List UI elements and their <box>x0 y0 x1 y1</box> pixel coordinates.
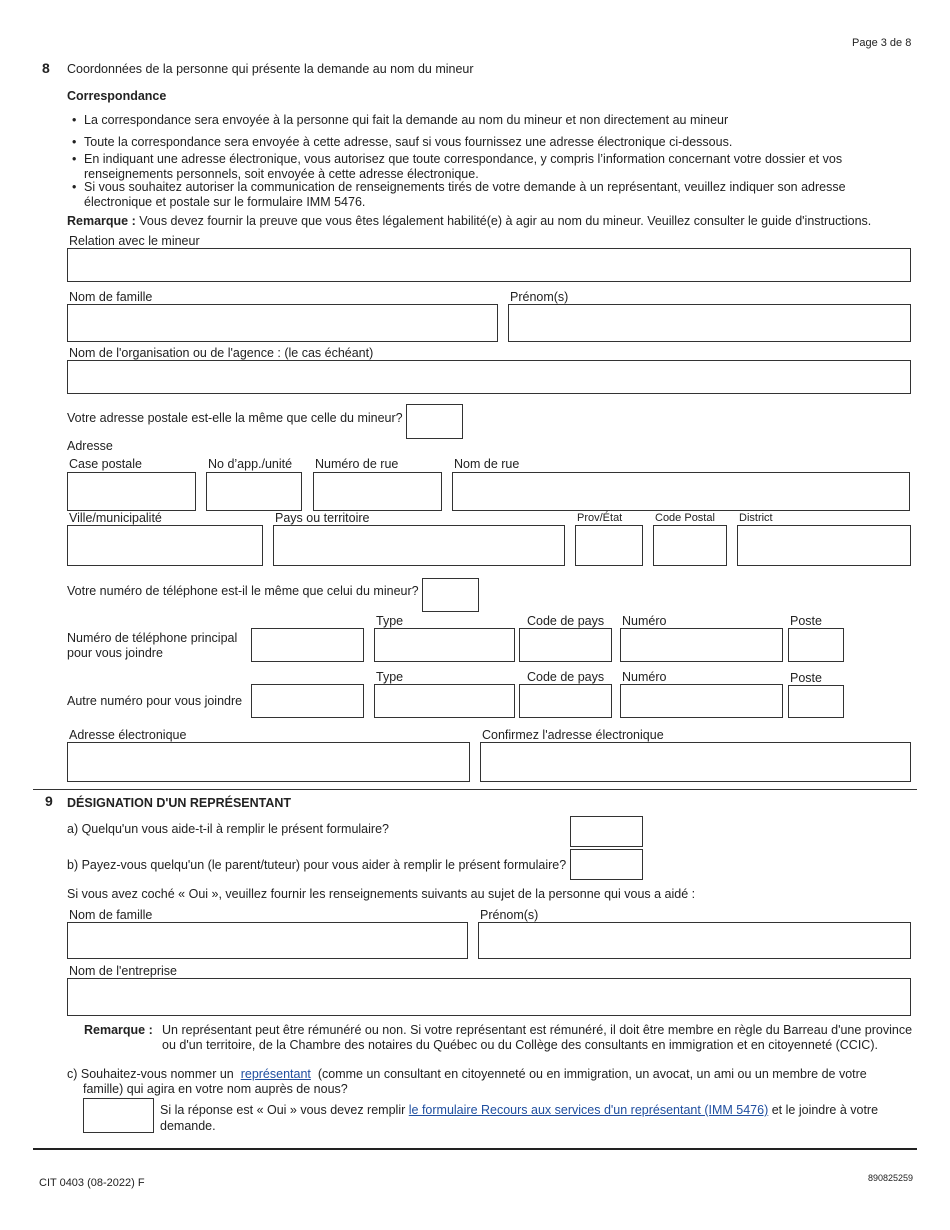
section-number-8: 8 <box>42 60 50 76</box>
section-9-remark-text <box>162 1023 912 1053</box>
first-name-input[interactable] <box>508 304 911 342</box>
main-phone-number-input[interactable] <box>620 628 783 662</box>
confirm-email-label: Confirmez l'adresse électronique <box>482 728 664 742</box>
city-input[interactable] <box>67 525 263 566</box>
company-input[interactable] <box>67 978 911 1016</box>
question-c-line1 <box>67 1067 867 1082</box>
company-label: Nom de l'entreprise <box>69 964 177 978</box>
section-9-title: DÉSIGNATION D'UN REPRÉSENTANT <box>67 796 292 810</box>
alt-phone-label: Autre numéro pour vous joindre <box>67 694 243 708</box>
remark-line-2: ou d'un territoire, de la Chambre des notaires du Québec ou du Collège des consultants en immigration et en citoyenneté (CCIC). <box>162 1038 878 1052</box>
section-8-remark <box>67 214 871 229</box>
country-label: Pays ou territoire <box>275 511 370 525</box>
province-select[interactable] <box>575 525 643 566</box>
question-c-yes-instructions <box>160 1102 878 1134</box>
bullet-item: Si vous souhaitez autoriser la communication de renseignements tirés de votre demande à un représentant, veuillez indiquer son adresse électronique et postale sur le formulaire IMM 5476. <box>84 180 846 209</box>
alt-phone-canada-us-select[interactable] <box>251 684 364 718</box>
main-phone-country-code-input[interactable] <box>519 628 612 662</box>
question-c-line2: famille) qui agira en votre nom auprès de nous? <box>83 1082 348 1096</box>
yes-text-prefix: Si la réponse est « Oui » vous devez remplir <box>160 1103 406 1117</box>
form-code: CIT 0403 (08-2022) F <box>39 1177 145 1189</box>
bullet-item: En indiquant une adresse électronique, vous autorisez que toute correspondance, y compris l’information concernant votre dossier et vos renseignements personnels, soit envoyée à cette adresse électronique. <box>84 152 843 181</box>
correspondence-heading: Correspondance <box>67 89 167 103</box>
street-number-label: Numéro de rue <box>315 457 399 471</box>
helper-last-name-label: Nom de famille <box>69 908 153 922</box>
section-number-9: 9 <box>45 793 53 809</box>
po-box-input[interactable] <box>67 472 196 511</box>
email-input[interactable] <box>67 742 470 782</box>
relation-input[interactable] <box>67 248 911 282</box>
apt-input[interactable] <box>206 472 302 511</box>
imm5476-form-link[interactable]: le formulaire Recours aux services d'un représentant (IMM 5476) <box>408 1103 769 1117</box>
helper-first-name-input[interactable] <box>478 922 911 959</box>
footer-divider <box>33 1148 917 1150</box>
postal-code-input[interactable] <box>653 525 727 566</box>
alt-phone-country-code-input[interactable] <box>519 684 612 718</box>
remark-label: Remarque : <box>67 214 136 228</box>
main-phone-label-line2: pour vous joindre <box>67 646 163 660</box>
remark-line-1: Un représentant peut être rémunéré ou non. Si votre représentant est rémunéré, il doit être membre en règle du Barreau d'une province <box>162 1023 913 1037</box>
barcode-number: 890825259 <box>868 1173 914 1183</box>
main-phone-ext-input[interactable] <box>788 628 844 662</box>
confirm-email-input[interactable] <box>480 742 911 782</box>
question-a-select[interactable] <box>570 816 643 847</box>
street-number-input[interactable] <box>313 472 442 511</box>
email-label: Adresse électronique <box>69 728 187 742</box>
main-phone-ext-label: Poste <box>790 614 822 628</box>
question-b-select[interactable] <box>570 849 643 880</box>
question-b: b) Payez-vous quelqu'un (le parent/tuteur) pour vous aider à remplir le présent formulaire? <box>67 858 567 872</box>
street-name-input[interactable] <box>452 472 910 511</box>
representative-link[interactable]: représentant <box>240 1067 311 1081</box>
alt-phone-country-code-label: Code de pays <box>527 670 605 684</box>
main-phone-type-label: Type <box>376 614 404 628</box>
first-name-label: Prénom(s) <box>510 290 569 304</box>
main-phone-type-select[interactable] <box>374 628 515 662</box>
bullet-dot: • <box>72 152 77 166</box>
country-select[interactable] <box>273 525 565 566</box>
alt-phone-number-label: Numéro <box>622 670 667 684</box>
organization-label: Nom de l'organisation ou de l'agence : (le cas échéant) <box>69 346 374 360</box>
relation-label: Relation avec le mineur <box>69 234 200 248</box>
apt-label: No d’app./unité <box>208 457 293 471</box>
district-label: District <box>739 512 773 524</box>
page-indicator: Page 3 de 8 <box>852 37 912 49</box>
helper-first-name-label: Prénom(s) <box>480 908 539 922</box>
bullet-dot: • <box>72 113 77 127</box>
bullet-dot: • <box>72 180 77 194</box>
question-c <box>67 1067 867 1097</box>
remark-text: Vous devez fournir la preuve que vous êtes légalement habilité(e) à agir au nom du mineur. Veuillez consulter le guide d'instructions. <box>139 214 872 228</box>
main-phone-number-label: Numéro <box>622 614 667 628</box>
bullet-item: Toute la correspondance sera envoyée à cette adresse, sauf si vous fournissez une adresse électronique ci-dessous. <box>84 135 733 149</box>
bullet-item: La correspondance sera envoyée à la personne qui fait la demande au nom du mineur et non directement au mineur <box>84 113 729 127</box>
po-box-label: Case postale <box>69 457 142 471</box>
postal-code-label: Code Postal <box>655 512 715 524</box>
helper-last-name-input[interactable] <box>67 922 468 959</box>
same-phone-question: Votre numéro de téléphone est-il le même que celui du mineur? <box>67 584 419 598</box>
alt-phone-ext-input[interactable] <box>788 685 844 718</box>
question-c-suffix: (comme un consultant en citoyenneté ou en immigration, un avocat, un ami ou un membre de votre <box>317 1067 867 1081</box>
alt-phone-type-label: Type <box>376 670 404 684</box>
bullet-dot: • <box>72 135 77 149</box>
city-label: Ville/municipalité <box>69 511 162 525</box>
yes-text-line2: demande. <box>160 1119 216 1133</box>
alt-phone-number-input[interactable] <box>620 684 783 718</box>
main-phone-canada-us-select[interactable] <box>251 628 364 662</box>
section-8-title: Coordonnées de la personne qui présente la demande au nom du mineur <box>67 62 474 76</box>
same-phone-select[interactable] <box>422 578 479 612</box>
same-address-select[interactable] <box>406 404 463 439</box>
province-label: Prov/État <box>577 512 623 524</box>
last-name-label: Nom de famille <box>69 290 153 304</box>
question-c-select[interactable] <box>83 1098 154 1133</box>
question-c-prefix: c) Souhaitez-vous nommer un <box>67 1067 234 1081</box>
if-yes-text: Si vous avez coché « Oui », veuillez fournir les renseignements suivants au sujet de la personne qui vous a aidé : <box>67 887 696 901</box>
alt-phone-type-select[interactable] <box>374 684 515 718</box>
main-phone-label-line1: Numéro de téléphone principal <box>67 631 238 645</box>
district-input[interactable] <box>737 525 911 566</box>
last-name-input[interactable] <box>67 304 498 342</box>
same-address-question: Votre adresse postale est-elle la même que celle du mineur? <box>67 411 403 425</box>
yes-text-suffix: et le joindre à votre <box>771 1103 879 1117</box>
question-a: a) Quelqu'un vous aide-t-il à remplir le présent formulaire? <box>67 822 389 836</box>
section-divider <box>33 789 917 790</box>
street-name-label: Nom de rue <box>454 457 520 471</box>
alt-phone-ext-label: Poste <box>790 671 822 685</box>
main-phone-label <box>67 631 237 661</box>
organization-input[interactable] <box>67 360 911 394</box>
address-heading: Adresse <box>67 439 113 453</box>
section-9-remark-label: Remarque : <box>84 1023 153 1037</box>
main-phone-country-code-label: Code de pays <box>527 614 605 628</box>
